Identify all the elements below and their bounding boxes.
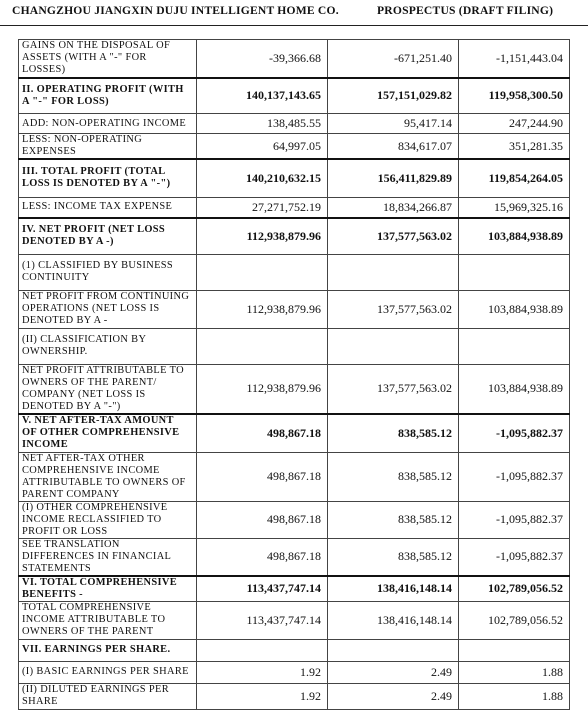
company-name: CHANGZHOU JIANGXIN DUJU INTELLIGENT HOME CO. xyxy=(12,4,339,17)
table-row xyxy=(19,661,570,683)
value-col-3: 1.88 xyxy=(459,683,570,709)
value-col-3: 102,789,056.52 xyxy=(459,601,570,639)
row-label: III. TOTAL PROFIT (TOTAL LOSS IS DENOTED BY A "-") xyxy=(19,159,197,197)
value-col-1 xyxy=(197,328,328,364)
value-col-3: 15,969,325.16 xyxy=(459,197,570,218)
value-col-1: 64,997.05 xyxy=(197,134,328,160)
value-col-2 xyxy=(328,639,459,661)
value-col-1: 498,867.18 xyxy=(197,538,328,576)
value-col-2: 2.49 xyxy=(328,661,459,683)
row-label: TOTAL COMPREHENSIVE INCOME ATTRIBUTABLE TO OWNERS OF THE PARENT xyxy=(19,601,197,639)
table-row xyxy=(19,364,570,414)
value-col-2 xyxy=(328,254,459,290)
table-row xyxy=(19,134,570,160)
table-row xyxy=(19,114,570,134)
value-col-1: 140,210,632.15 xyxy=(197,159,328,197)
value-col-3: 103,884,938.89 xyxy=(459,364,570,414)
table-row xyxy=(19,576,570,602)
row-label: (1) CLASSIFIED BY BUSINESS CONTINUITY xyxy=(19,254,197,290)
table-row xyxy=(19,414,570,452)
value-col-3: 103,884,938.89 xyxy=(459,218,570,254)
value-col-3: -1,095,882.37 xyxy=(459,501,570,538)
row-label: GAINS ON THE DISPOSAL OF ASSETS (WITH A "-" FOR LOSSES) xyxy=(19,40,197,78)
value-col-2 xyxy=(328,328,459,364)
value-col-2: 838,585.12 xyxy=(328,538,459,576)
row-label: II. OPERATING PROFIT (WITH A "-" FOR LOSS) xyxy=(19,78,197,114)
row-label: V. NET AFTER-TAX AMOUNT OF OTHER COMPREHENSIVE INCOME xyxy=(19,414,197,452)
row-label: ADD: NON-OPERATING INCOME xyxy=(19,114,197,134)
value-col-3 xyxy=(459,254,570,290)
value-col-1 xyxy=(197,639,328,661)
value-col-2: 138,416,148.14 xyxy=(328,576,459,602)
row-label: (I) BASIC EARNINGS PER SHARE xyxy=(19,661,197,683)
value-col-3: -1,151,443.04 xyxy=(459,40,570,78)
document-title: PROSPECTUS (DRAFT FILING) xyxy=(377,4,554,17)
table-row xyxy=(19,328,570,364)
value-col-3: 119,958,300.50 xyxy=(459,78,570,114)
row-label: NET AFTER-TAX OTHER COMPREHENSIVE INCOME ATTRIBUTABLE TO OWNERS OF PARENT COMPANY xyxy=(19,452,197,501)
value-col-2: 834,617.07 xyxy=(328,134,459,160)
value-col-1 xyxy=(197,254,328,290)
value-col-2: 137,577,563.02 xyxy=(328,218,459,254)
value-col-3: 103,884,938.89 xyxy=(459,290,570,328)
value-col-2: 95,417.14 xyxy=(328,114,459,134)
table-row xyxy=(19,159,570,197)
value-col-3: -1,095,882.37 xyxy=(459,538,570,576)
table-row xyxy=(19,290,570,328)
value-col-1: 112,938,879.96 xyxy=(197,364,328,414)
value-col-2: 138,416,148.14 xyxy=(328,601,459,639)
row-label: LESS: NON-OPERATING EXPENSES xyxy=(19,134,197,160)
value-col-2: 137,577,563.02 xyxy=(328,364,459,414)
value-col-2: 157,151,029.82 xyxy=(328,78,459,114)
value-col-3: 351,281.35 xyxy=(459,134,570,160)
value-col-2: 18,834,266.87 xyxy=(328,197,459,218)
table-row xyxy=(19,501,570,538)
row-label: IV. NET PROFIT (NET LOSS DENOTED BY A -) xyxy=(19,218,197,254)
value-col-1: 113,437,747.14 xyxy=(197,576,328,602)
value-col-3: 119,854,264.05 xyxy=(459,159,570,197)
table-row xyxy=(19,538,570,576)
value-col-3: -1,095,882.37 xyxy=(459,452,570,501)
income-statement-table xyxy=(18,39,570,710)
table-row xyxy=(19,254,570,290)
table-row xyxy=(19,78,570,114)
value-col-1: 27,271,752.19 xyxy=(197,197,328,218)
row-label: SEE TRANSLATION DIFFERENCES IN FINANCIAL STATEMENTS xyxy=(19,538,197,576)
value-col-1: 113,437,747.14 xyxy=(197,601,328,639)
value-col-3: 102,789,056.52 xyxy=(459,576,570,602)
table-row xyxy=(19,452,570,501)
row-label: (II) CLASSIFICATION BY OWNERSHIP. xyxy=(19,328,197,364)
row-label: (II) DILUTED EARNINGS PER SHARE xyxy=(19,683,197,709)
value-col-2: 156,411,829.89 xyxy=(328,159,459,197)
row-label: LESS: INCOME TAX EXPENSE xyxy=(19,197,197,218)
value-col-1: 138,485.55 xyxy=(197,114,328,134)
table-row xyxy=(19,601,570,639)
table-row xyxy=(19,40,570,78)
row-label: NET PROFIT ATTRIBUTABLE TO OWNERS OF THE PARENT/ COMPANY (NET LOSS IS DENOTED BY A "-") xyxy=(19,364,197,414)
value-col-3: -1,095,882.37 xyxy=(459,414,570,452)
row-label: VII. EARNINGS PER SHARE. xyxy=(19,639,197,661)
value-col-2: -671,251.40 xyxy=(328,40,459,78)
value-col-2: 137,577,563.02 xyxy=(328,290,459,328)
value-col-1: 1.92 xyxy=(197,683,328,709)
value-col-2: 838,585.12 xyxy=(328,501,459,538)
value-col-1: 112,938,879.96 xyxy=(197,218,328,254)
page-header xyxy=(0,0,588,26)
table-row xyxy=(19,197,570,218)
value-col-2: 838,585.12 xyxy=(328,414,459,452)
value-col-3: 247,244.90 xyxy=(459,114,570,134)
row-label: VI. TOTAL COMPREHENSIVE BENEFITS - xyxy=(19,576,197,602)
table-row xyxy=(19,218,570,254)
value-col-1: 112,938,879.96 xyxy=(197,290,328,328)
table-row xyxy=(19,639,570,661)
value-col-2: 2.49 xyxy=(328,683,459,709)
row-label: NET PROFIT FROM CONTINUING OPERATIONS (NET LOSS IS DENOTED BY A - xyxy=(19,290,197,328)
value-col-3 xyxy=(459,639,570,661)
value-col-2: 838,585.12 xyxy=(328,452,459,501)
value-col-3: 1.88 xyxy=(459,661,570,683)
value-col-3 xyxy=(459,328,570,364)
value-col-1: 498,867.18 xyxy=(197,414,328,452)
value-col-1: 1.92 xyxy=(197,661,328,683)
row-label: (I) OTHER COMPREHENSIVE INCOME RECLASSIFIED TO PROFIT OR LOSS xyxy=(19,501,197,538)
value-col-1: -39,366.68 xyxy=(197,40,328,78)
value-col-1: 498,867.18 xyxy=(197,452,328,501)
value-col-1: 140,137,143.65 xyxy=(197,78,328,114)
value-col-1: 498,867.18 xyxy=(197,501,328,538)
